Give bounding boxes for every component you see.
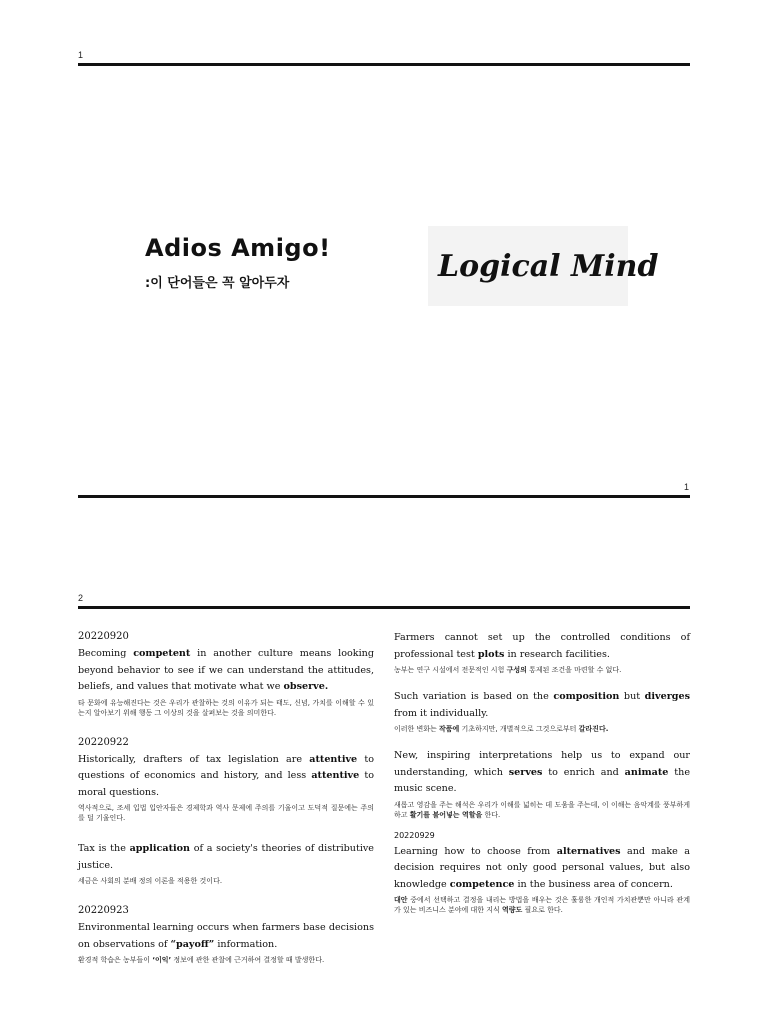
korean-translation: 타 문화에 유능해진다는 것은 우리가 관찰하는 것의 이유가 되는 태도, 신념, 가치를 이해할 수 있는지 알아보기 위해 행동 그 이상의 것을 살펴보는 것을 의미한다. (78, 698, 374, 717)
english-sentence: Farmers cannot set up the controlled conditions of professional test plots in research facilities. (394, 632, 690, 660)
spacer (394, 734, 690, 748)
left-column (78, 630, 374, 965)
entry-date: 20220920 (78, 631, 129, 642)
page-number-top-1: 1 (78, 50, 84, 60)
svg-text:Logical Mind: Logical Mind (438, 249, 659, 284)
highlighted-word: animate (624, 766, 669, 778)
highlighted-word: 역량도 (502, 906, 523, 914)
korean-translation: 대안 중에서 선택하고 결정을 내리는 방법을 배우는 것은 훌륭한 개인적 가치관뿐만 아니라 관계가 있는 비즈니스 분야에 대한 지식 역량도 필요로 한다. (394, 896, 690, 914)
page-number-bottom-1: 1 (684, 482, 690, 492)
english-sentence: Historically, drafters of tax legislation are attentive to questions of economics and history, and less attentive to moral questions. (78, 753, 375, 798)
highlighted-word: ‘이익’ (152, 956, 172, 964)
highlighted-word: attentive (309, 753, 358, 765)
english-sentence: Such variation is based on the composition but diverges from it individually. (394, 691, 690, 719)
spacer (394, 820, 690, 830)
highlighted-word: diverges (644, 691, 690, 702)
highlighted-word: 활기를 불어넣는 역할을 (409, 810, 483, 819)
highlighted-word: serves (508, 766, 543, 778)
right-column (394, 630, 690, 915)
page-subtitle: :이 단어들은 꼭 알아두자 (145, 276, 290, 291)
korean-translation: 이러한 변화는 작품에 기초하지만, 개별적으로 그것으로부터 갈라진다. (394, 725, 609, 733)
highlighted-word: 갈라진다. (578, 725, 609, 733)
korean-translation: 환경적 학습은 농부들이 ‘이익’ 정보에 관한 관찰에 근거하여 결정할 때 발생한다. (78, 956, 325, 964)
logical-mind-logo (428, 226, 659, 306)
spacer (394, 675, 690, 689)
korean-translation: 역사적으로, 조세 입법 입안자들은 경제학과 역사 문제에 주의를 기울이고 도덕적 질문에는 주의를 덜 기울인다. (78, 804, 374, 822)
highlighted-word: composition (553, 691, 620, 702)
entry-date: 20220929 (394, 830, 435, 840)
header-rule-1 (78, 63, 690, 66)
english-sentence: Becoming competent in another culture means looking beyond behavior to see if we can understand the attitudes, beliefs, and values that motivate what we observe. (78, 648, 374, 692)
footer-rule-1 (78, 495, 690, 498)
spacer (78, 886, 374, 904)
spacer (78, 718, 374, 736)
highlighted-word: application (129, 843, 191, 854)
spacer (78, 823, 374, 841)
highlighted-word: attentive (311, 770, 360, 781)
english-sentence: New, inspiring interpretations help us to expand our understanding, which serves to enrich and animate the music scene. (394, 750, 690, 794)
page-number-top-2: 2 (78, 593, 84, 603)
highlighted-word: plots (477, 648, 505, 660)
highlighted-word: “payoff” (170, 938, 215, 950)
korean-translation: 농부는 연구 시설에서 전문적인 시험 구성의 통제된 조건을 마련할 수 없다. (394, 666, 622, 674)
highlighted-word: competent (133, 648, 191, 659)
highlighted-word: 구성의 (506, 666, 527, 674)
english-sentence: Tax is the application of a society's theories of distributive justice. (78, 843, 374, 871)
highlighted-word: competence (449, 878, 515, 890)
highlighted-word: observe. (283, 681, 329, 692)
highlighted-word: alternatives (556, 845, 621, 857)
english-sentence: Learning how to choose from alternatives and make a decision requires not only good personal values, but also knowledge competence in the business area of concern. (394, 845, 690, 890)
korean-translation: 세금은 사회의 분배 정의 이론을 적용한 것이다. (78, 877, 223, 885)
highlighted-word: 대안 (394, 896, 408, 904)
page-title: Adios Amigo! (145, 234, 331, 262)
entry-date: 20220923 (78, 905, 129, 916)
korean-translation: 새롭고 영감을 주는 해석은 우리가 이해를 넓히는 데 도움을 주는데, 이 이해는 음악계를 풍부하게 하고 활기를 불어넣는 역할을 한다. (394, 800, 690, 819)
header-rule-2 (78, 606, 690, 609)
entry-date: 20220922 (78, 736, 129, 748)
english-sentence: Environmental learning occurs when farmers base decisions on observations of “payoff” information. (78, 922, 374, 950)
highlighted-word: 작품에 (439, 725, 460, 733)
